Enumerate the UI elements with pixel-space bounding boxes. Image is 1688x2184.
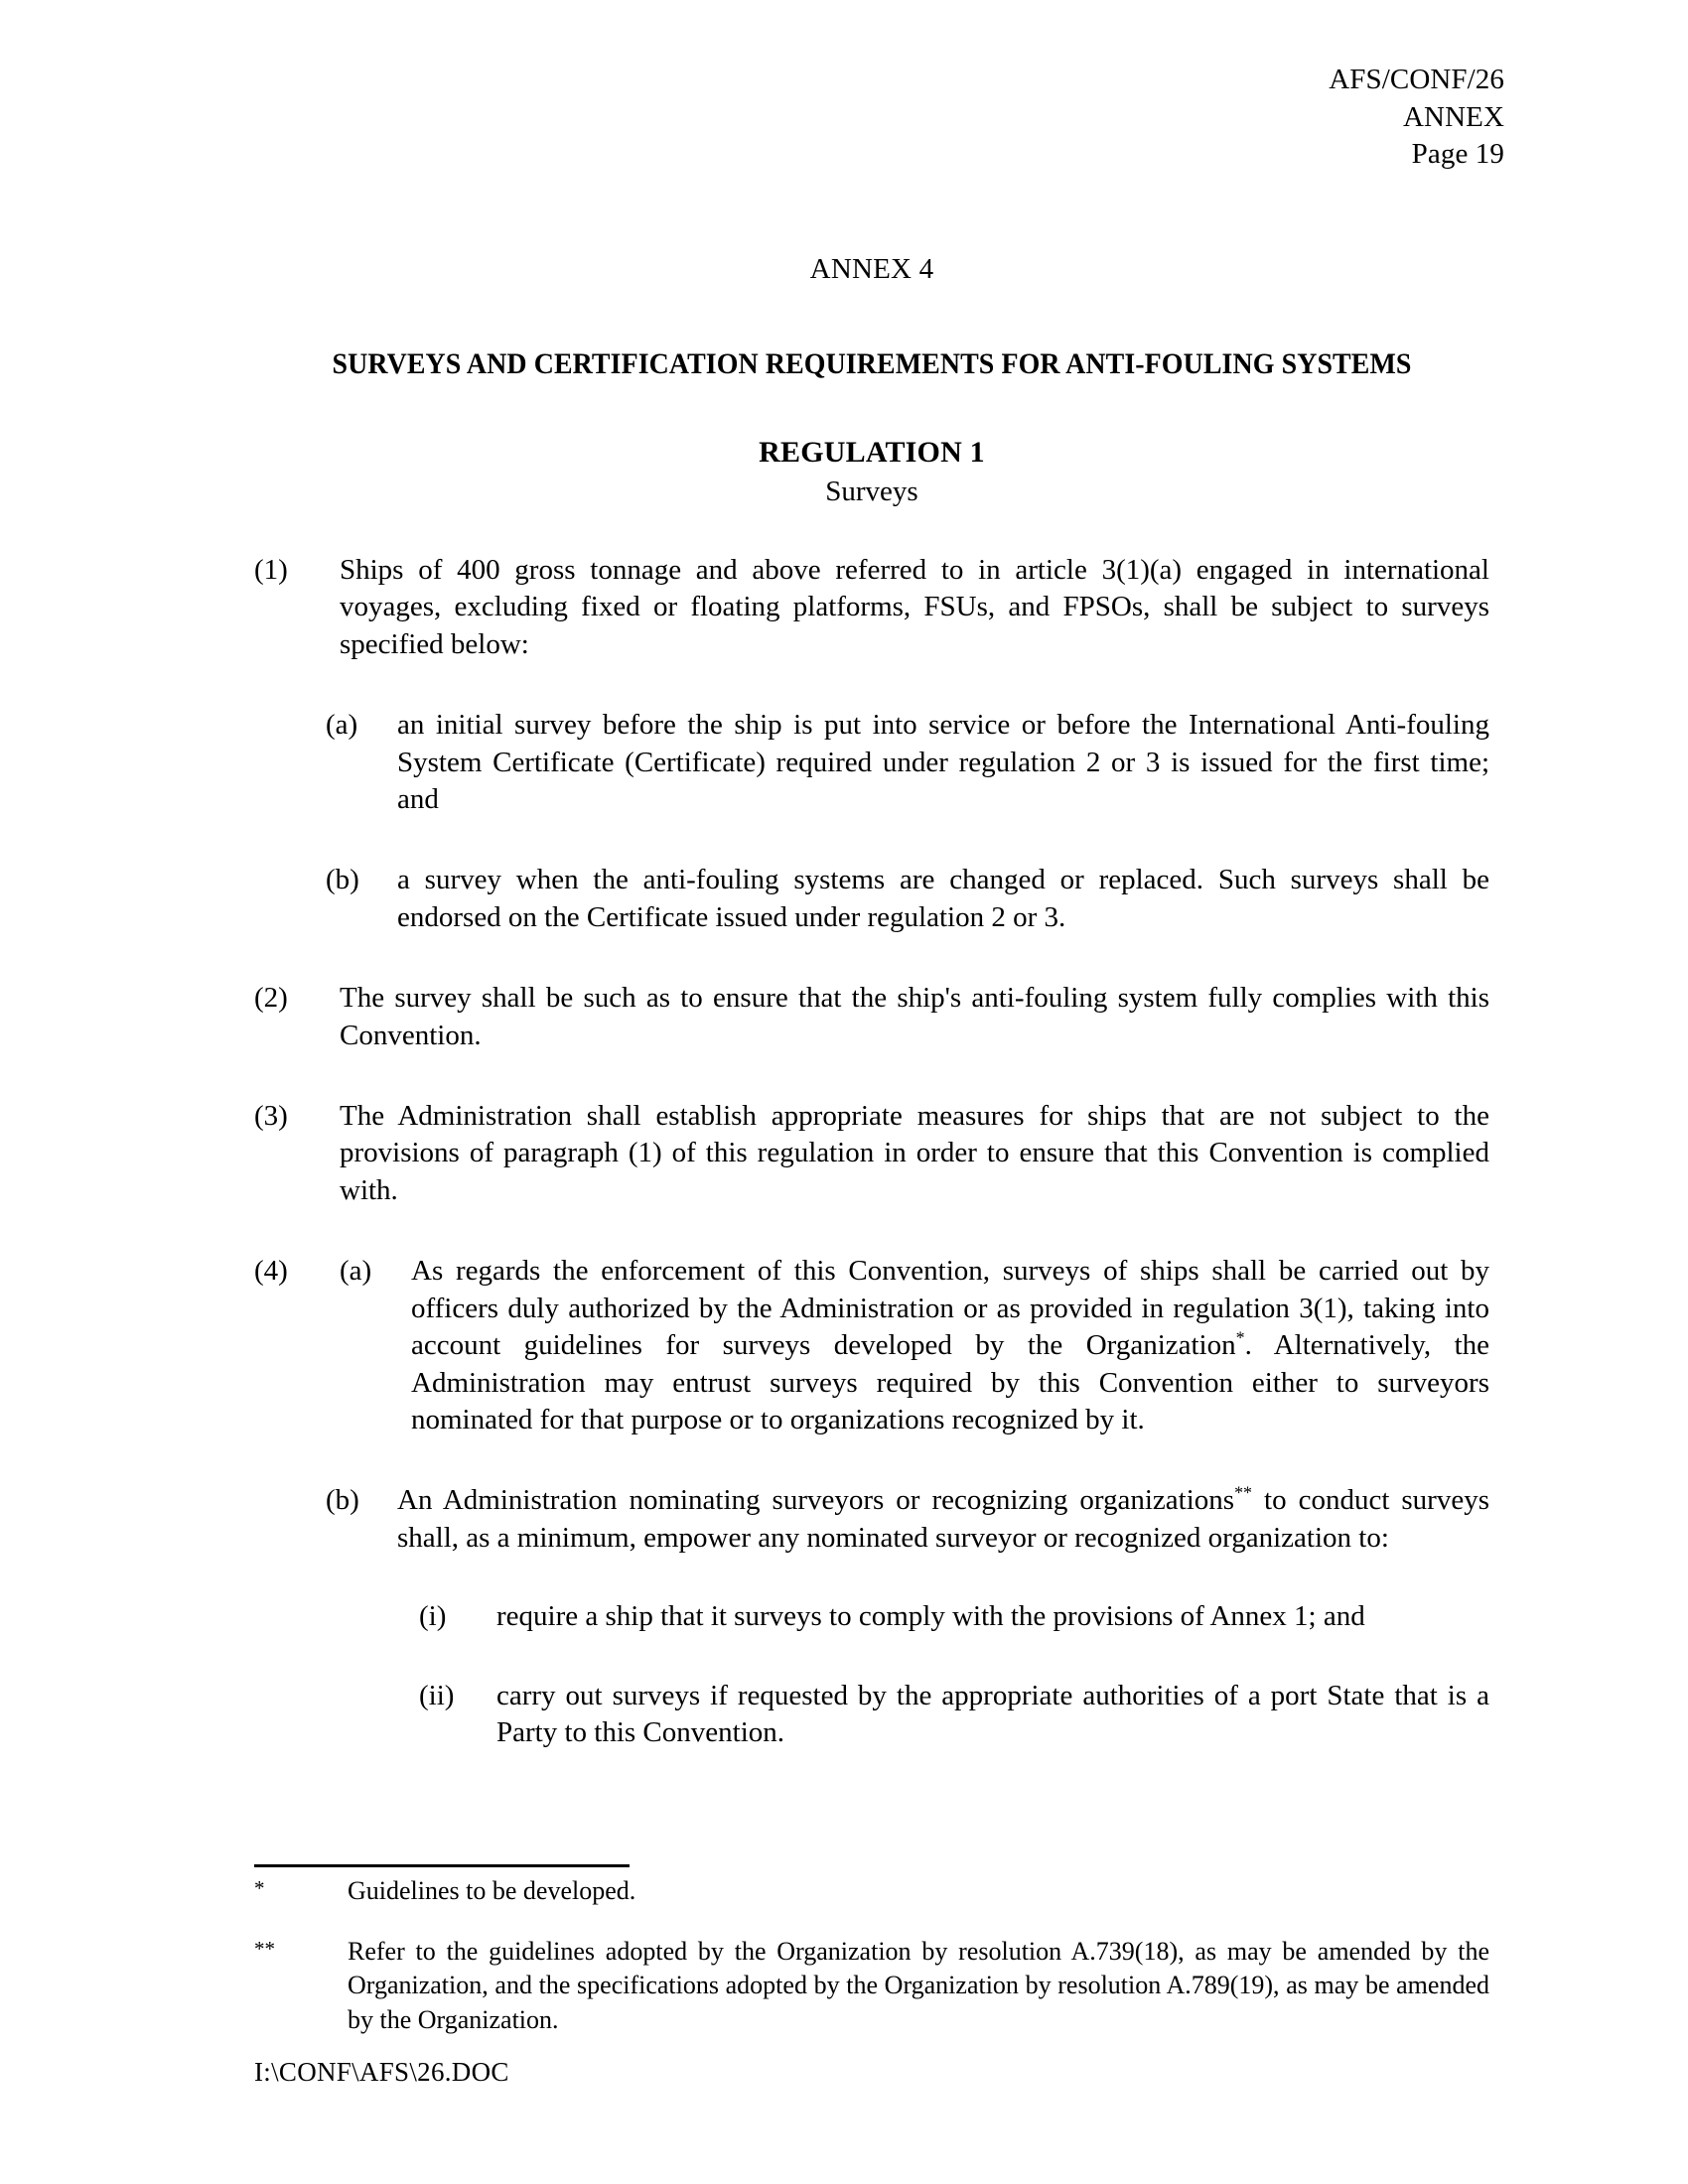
paragraph-text-part-2: to conduct surveys shall, as a minimum, empower any nominated surveyor or recognized organization to: bbox=[397, 1484, 1489, 1554]
paragraph-1-item-b bbox=[326, 862, 1489, 936]
paragraph-text-part-1: As regards the enforcement of this Convention, surveys of ships shall be carried out by officers duly authorized by the Administration or as provided in regulation 3(1), taking into account guidelines for surveys developed by the Organization bbox=[411, 1255, 1489, 1362]
paragraph-4b-item-i bbox=[419, 1598, 1489, 1635]
document-symbol: AFS/CONF/26 bbox=[1329, 64, 1504, 95]
regulation-heading: REGULATION 1 bbox=[759, 436, 985, 469]
footnote-mark: ** bbox=[254, 1936, 275, 1961]
paragraph-1 bbox=[254, 552, 1489, 663]
paragraph-text bbox=[411, 1253, 1489, 1438]
file-path-footer: I:\CONF\AFS\26.DOC bbox=[254, 2057, 509, 2087]
paragraph-text: carry out surveys if requested by the appropriate authorities of a port State that is a Party to this Convention. bbox=[496, 1679, 1489, 1748]
footnote-double-asterisk bbox=[254, 1935, 1489, 2038]
paragraph-marker: (b) bbox=[326, 1484, 359, 1517]
paragraph-3 bbox=[254, 1098, 1489, 1209]
paragraph-1-item-a bbox=[326, 707, 1489, 818]
paragraph-text-part-2: . Alternatively, the Administration may entrust surveys required by this Convention either to surveyors nominated for that purpose or to organizations recognized by it. bbox=[411, 1329, 1489, 1435]
paragraph-sub-marker: (a) bbox=[340, 1255, 372, 1288]
paragraph-2 bbox=[254, 980, 1489, 1054]
paragraph-marker: (i) bbox=[419, 1600, 447, 1633]
paragraph-4b-item-ii bbox=[419, 1678, 1489, 1752]
paragraph-4-item-a bbox=[254, 1253, 1489, 1438]
footnote-separator-rule bbox=[254, 1864, 630, 1867]
paragraph-text: a survey when the anti-fouling systems are changed or replaced. Such surveys shall be endorsed on the Certificate issued under regulation 2 or 3. bbox=[397, 864, 1489, 933]
paragraph-text: an initial survey before the ship is put into service or before the International Anti-fouling System Certificate (Certificate) required under regulation 2 or 3 is issued for the first time; and bbox=[397, 709, 1489, 816]
paragraph-text: The survey shall be such as to ensure that the ship's anti-fouling system fully complies with this Convention. bbox=[340, 982, 1489, 1051]
paragraph-marker: (a) bbox=[326, 709, 358, 742]
paragraph-marker: (b) bbox=[326, 864, 359, 896]
paragraph-text: require a ship that it surveys to comply with the provisions of Annex 1; and bbox=[496, 1600, 1365, 1633]
footnote-reference-asterisk[interactable]: * bbox=[1235, 1327, 1245, 1348]
paragraph-text bbox=[397, 1482, 1489, 1557]
footnotes-section bbox=[254, 1874, 1489, 2063]
paragraph-text-part-1: An Administration nominating surveyors or recognizing organizations bbox=[397, 1484, 1235, 1517]
regulation-subheading: Surveys bbox=[825, 476, 918, 507]
paragraph-text: The Administration shall establish appropriate measures for ships that are not subject to the provisions of paragraph (1) of this regulation in order to ensure that this Convention is complied with. bbox=[340, 1100, 1489, 1206]
footnote-reference-double-asterisk[interactable]: ** bbox=[1234, 1482, 1253, 1503]
annex-number: ANNEX 4 bbox=[809, 253, 934, 285]
paragraph-marker: (3) bbox=[254, 1100, 288, 1133]
paragraph-marker: (2) bbox=[254, 982, 288, 1015]
footnote-text: Guidelines to be developed. bbox=[348, 1876, 636, 1905]
paragraph-marker: (1) bbox=[254, 554, 288, 586]
paragraph-marker: (4) bbox=[254, 1255, 288, 1288]
page-number: Page 19 bbox=[1411, 138, 1504, 171]
footnote-mark: * bbox=[254, 1876, 265, 1900]
page-title: SURVEYS AND CERTIFICATION REQUIREMENTS FOR ANTI-FOULING SYSTEMS bbox=[332, 347, 1412, 380]
footnote-text: Refer to the guidelines adopted by the Organization by resolution A.739(18), as may be amended by the Organization, and the specifications adopted by the Organization by resolution A.789(19), as may be amended by the Organization. bbox=[348, 1936, 1489, 2034]
document-annex-label: ANNEX bbox=[1403, 100, 1504, 133]
footnote-asterisk bbox=[254, 1874, 1489, 1909]
paragraph-text: Ships of 400 gross tonnage and above referred to in article 3(1)(a) engaged in international voyages, excluding fixed or floating platforms, FSUs, and FPSOs, shall be subject to surveys specified below: bbox=[340, 554, 1489, 660]
paragraph-marker: (ii) bbox=[419, 1679, 455, 1711]
document-body bbox=[254, 0, 1489, 1751]
paragraph-4-item-b bbox=[326, 1482, 1489, 1557]
